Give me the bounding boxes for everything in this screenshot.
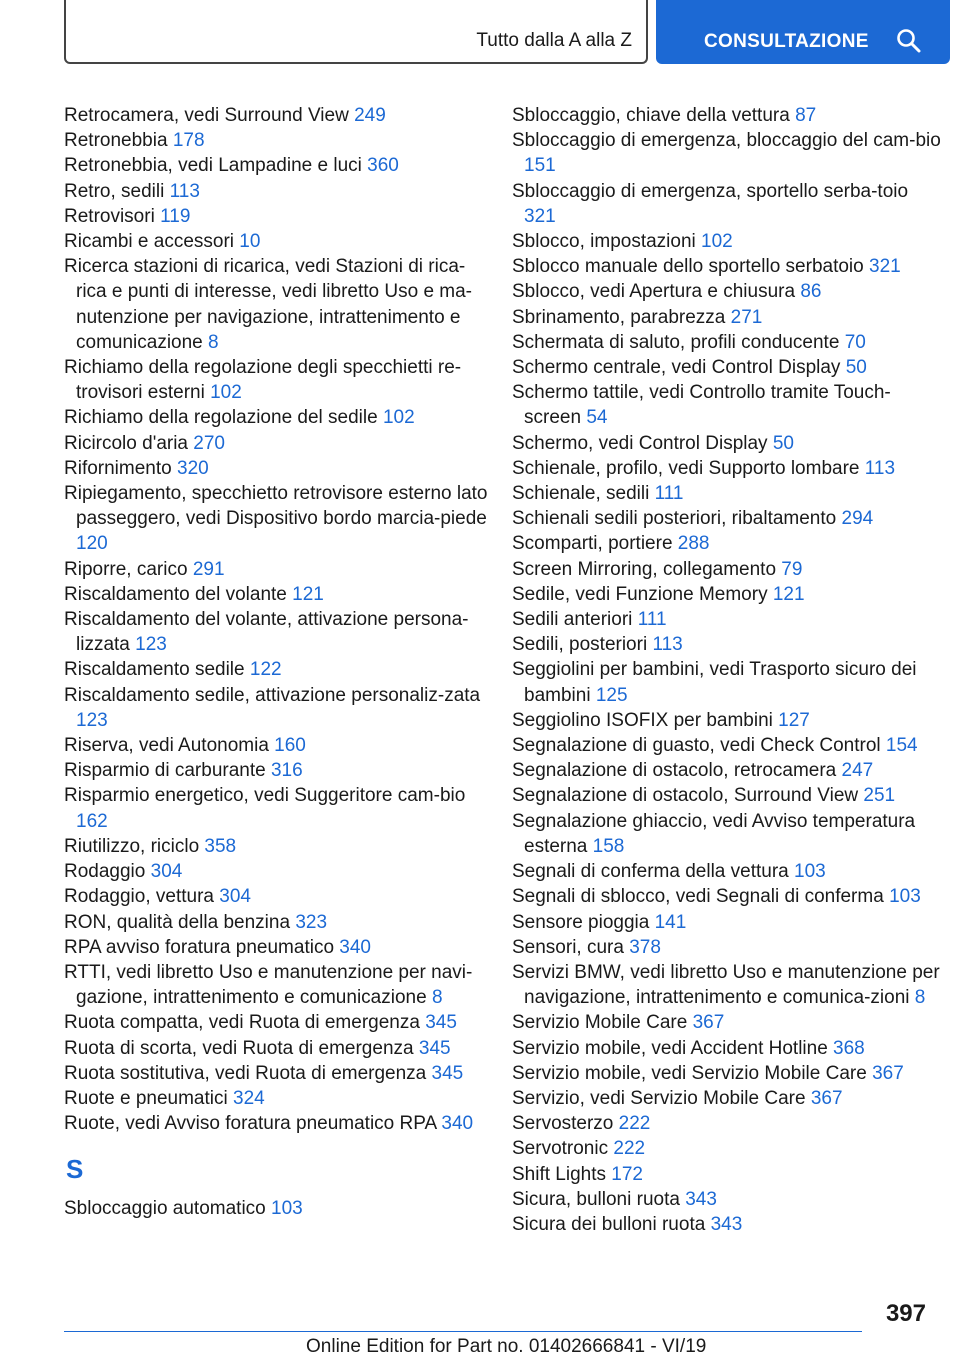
- entry-text: Seggiolini per bambini, vedi Trasporto sicuro dei bambini: [512, 659, 917, 706]
- entry-text: Sicura dei bulloni ruota: [512, 1213, 706, 1235]
- entry-page-link[interactable]: 288: [677, 533, 710, 555]
- entry-page-link[interactable]: 304: [219, 886, 251, 908]
- entry-page-link[interactable]: 102: [701, 231, 733, 253]
- entry-page-link[interactable]: 320: [177, 457, 209, 479]
- entry-text: Sbrinamento, parabrezza: [512, 306, 726, 328]
- index-entry: [64, 783, 494, 833]
- entry-text: Servotronic: [512, 1138, 609, 1160]
- entry-page-link[interactable]: 345: [418, 1037, 451, 1059]
- entry-text: Ricambi e accessori: [64, 231, 234, 253]
- entry-page-link[interactable]: 324: [233, 1087, 265, 1109]
- entry-text: Riporre, carico: [64, 558, 188, 580]
- index-entry: [64, 1086, 494, 1111]
- index-entry: [64, 179, 494, 204]
- entry-page-link[interactable]: 321: [869, 256, 901, 278]
- entry-text: Richiamo della regolazione del sedile: [64, 407, 378, 429]
- entry-page-link[interactable]: 222: [618, 1113, 651, 1135]
- entry-page-link[interactable]: 343: [685, 1188, 717, 1210]
- entry-text: Sbloccaggio di emergenza, bloccaggio del cam-bio: [512, 130, 941, 152]
- entry-page-link[interactable]: 8: [208, 331, 219, 353]
- index-entry: [512, 582, 942, 607]
- entry-page-link[interactable]: 54: [586, 407, 608, 429]
- index-entry: [64, 355, 494, 405]
- index-entry: [512, 1086, 942, 1111]
- index-entry: [64, 1196, 494, 1221]
- entry-page-link[interactable]: 154: [885, 735, 918, 757]
- index-entry: [512, 355, 942, 380]
- entry-text: Riutilizzo, riciclo: [64, 835, 200, 857]
- page-number: 397: [885, 1300, 926, 1327]
- search-icon[interactable]: [896, 28, 922, 54]
- index-entry: [512, 1162, 942, 1187]
- entry-page-link[interactable]: 323: [295, 911, 328, 933]
- index-entry: [64, 1061, 494, 1086]
- entry-text: Ripiegamento, specchietto retrovisore esterno lato passeggero, vedi Dispositivo bordo marcia-piede: [64, 483, 488, 530]
- index-entry: [512, 935, 942, 960]
- index-entry: [512, 632, 942, 657]
- entry-text: Schermata di saluto, profili conducente: [512, 331, 840, 353]
- index-entry: [512, 758, 942, 783]
- index-entry: [64, 935, 494, 960]
- entry-page-link[interactable]: 378: [629, 936, 661, 958]
- entry-page-link[interactable]: 70: [844, 331, 866, 353]
- entry-page-link[interactable]: 121: [292, 583, 324, 605]
- entry-text: Sensore pioggia: [512, 911, 650, 933]
- entry-text: Schermo tattile, vedi Controllo tramite Touch-screen: [512, 382, 891, 429]
- entry-page-link[interactable]: 50: [772, 432, 794, 454]
- entry-text: Ruote, vedi Avviso foratura pneumatico RPA: [64, 1113, 437, 1135]
- entry-text: Servosterzo: [512, 1113, 614, 1135]
- entry-page-link[interactable]: 160: [274, 735, 306, 757]
- entry-text: RTTI, vedi libretto Uso e manutenzione per navi-gazione, intrattenimento e comunicazione: [64, 961, 473, 1009]
- index-entry: [64, 834, 494, 859]
- index-entry: [64, 884, 494, 909]
- entry-text: Riscaldamento del volante, attivazione persona-lizzata: [64, 609, 469, 656]
- index-entry: [64, 481, 494, 557]
- entry-text: Servizio, vedi Servizio Mobile Care: [512, 1087, 806, 1109]
- entry-text: Schienale, sedili: [512, 483, 650, 505]
- footer-divider: [64, 1331, 862, 1332]
- entry-text: Segnali di sblocco, vedi Segnali di conferma: [512, 886, 884, 908]
- entry-text: Ruota compatta, vedi Ruota di emergenza: [64, 1012, 420, 1034]
- entry-page-link[interactable]: 270: [193, 432, 225, 454]
- index-entry: [512, 456, 942, 481]
- entry-page-link[interactable]: 103: [271, 1198, 303, 1220]
- index-entry: [64, 229, 494, 254]
- entry-text: Screen Mirroring, collegamento: [512, 558, 777, 580]
- entry-page-link[interactable]: 316: [270, 760, 303, 782]
- entry-page-link[interactable]: 343: [710, 1213, 743, 1235]
- index-entry: [64, 683, 494, 733]
- entry-page-link[interactable]: 103: [794, 861, 826, 883]
- index-entry: [512, 910, 942, 935]
- entry-text: Sedile, vedi Funzione Memory: [512, 583, 768, 605]
- entry-text: Sedili, posteriori: [512, 634, 648, 656]
- entry-text: Schienali sedili posteriori, ribaltamento: [512, 508, 837, 530]
- entry-page-link[interactable]: 294: [841, 508, 874, 530]
- entry-page-link[interactable]: 345: [425, 1012, 457, 1034]
- entry-text: Seggiolino ISOFIX per bambini: [512, 709, 773, 731]
- index-entry: [64, 960, 494, 1010]
- entry-text: Schienale, profilo, vedi Supporto lombare: [512, 457, 860, 479]
- entry-text: Sblocco, impostazioni: [512, 231, 696, 253]
- index-entry: [512, 305, 942, 330]
- entry-page-link[interactable]: 162: [76, 810, 108, 832]
- index-entry: [512, 1036, 942, 1061]
- entry-page-link[interactable]: 368: [833, 1037, 865, 1059]
- entry-text: Servizi BMW, vedi libretto Uso e manutenzione per navigazione, intrattenimento e comunica-zioni: [512, 961, 940, 1009]
- entry-text: RON, qualità della benzina: [64, 911, 291, 933]
- entry-page-link[interactable]: 8: [431, 987, 443, 1009]
- index-entry: [512, 557, 942, 582]
- entry-text: Schermo centrale, vedi Control Display: [512, 357, 841, 379]
- entry-text: Segnalazione di guasto, vedi Check Control: [512, 735, 881, 757]
- entry-page-link[interactable]: 251: [863, 785, 896, 807]
- entry-page-link[interactable]: 141: [654, 911, 687, 933]
- index-entry: [512, 859, 942, 884]
- index-entry: [512, 103, 942, 128]
- entry-text: Rodaggio, vettura: [64, 886, 214, 908]
- index-entry: [64, 582, 494, 607]
- entry-page-link[interactable]: 79: [781, 558, 803, 580]
- entry-page-link[interactable]: 111: [654, 483, 684, 505]
- index-column-left: [64, 103, 494, 1222]
- entry-text: Shift Lights: [512, 1163, 606, 1185]
- index-entry: [64, 607, 494, 657]
- entry-text: Retrocamera, vedi Surround View: [64, 105, 349, 126]
- entry-text: Servizio mobile, vedi Servizio Mobile Care: [512, 1062, 867, 1084]
- entry-text: Riscaldamento sedile: [64, 659, 245, 681]
- index-entry: [512, 229, 942, 254]
- index-entry: [64, 153, 494, 178]
- entry-text: Segnalazione ghiaccio, vedi Avviso temperatura esterna: [512, 810, 916, 857]
- entry-page-link[interactable]: 103: [889, 886, 921, 908]
- entry-page-link[interactable]: 113: [652, 634, 683, 656]
- entry-text: Sbloccaggio, chiave della vettura: [512, 105, 790, 126]
- entry-page-link[interactable]: 151: [524, 155, 556, 177]
- index-entry: [64, 557, 494, 582]
- entry-page-link[interactable]: 367: [810, 1087, 843, 1109]
- entry-page-link[interactable]: 291: [192, 558, 225, 580]
- index-entry: [512, 531, 942, 556]
- index-entry: [512, 128, 942, 178]
- header-section-box: [64, 0, 648, 64]
- index-entry: [512, 279, 942, 304]
- entry-page-link[interactable]: 367: [872, 1062, 904, 1084]
- entry-page-link[interactable]: 172: [611, 1163, 643, 1185]
- entry-page-link[interactable]: 113: [864, 457, 896, 479]
- entry-page-link[interactable]: 345: [431, 1062, 464, 1084]
- index-entry: [512, 708, 942, 733]
- index-entry: [512, 380, 942, 430]
- index-entry: [512, 1212, 942, 1237]
- entry-text: Ruote e pneumatici: [64, 1087, 228, 1109]
- entry-text: Sbloccaggio di emergenza, sportello serba-toio: [512, 180, 909, 202]
- entry-text: Sensori, cura: [512, 936, 624, 958]
- index-entry: [64, 758, 494, 783]
- index-entry: [512, 431, 942, 456]
- entry-page-link[interactable]: 340: [339, 936, 371, 958]
- index-entry: [64, 1111, 494, 1136]
- entry-page-link[interactable]: 158: [592, 835, 625, 857]
- entry-text: Retronebbia: [64, 130, 168, 152]
- index-entry: [512, 1136, 942, 1161]
- entry-text: Sedili anteriori: [512, 609, 633, 631]
- entry-page-link[interactable]: 367: [692, 1012, 725, 1034]
- index-entry: [512, 1010, 942, 1035]
- entry-text: Ruota sostitutiva, vedi Ruota di emergenza: [64, 1062, 427, 1084]
- index-entry: [512, 254, 942, 279]
- index-entry: [64, 254, 494, 355]
- entry-page-link[interactable]: 123: [135, 634, 167, 656]
- entry-page-link[interactable]: 113: [169, 180, 200, 202]
- entry-text: Retrovisori: [64, 205, 155, 227]
- entry-page-link[interactable]: 102: [210, 382, 242, 404]
- entry-page-link[interactable]: 127: [778, 709, 810, 731]
- entry-page-link[interactable]: 360: [367, 155, 399, 177]
- entry-text: Scomparti, portiere: [512, 533, 673, 555]
- index-entry: [512, 1061, 942, 1086]
- entry-page-link[interactable]: 123: [76, 709, 108, 731]
- index-entry: [512, 1187, 942, 1212]
- index-entry: [64, 657, 494, 682]
- entry-text: Sblocco, vedi Apertura e chiusura: [512, 281, 796, 303]
- entry-text: Servizio Mobile Care: [512, 1012, 688, 1034]
- entry-page-link[interactable]: 321: [524, 205, 556, 227]
- entry-text: Risparmio di carburante: [64, 760, 266, 782]
- entry-page-link[interactable]: 120: [76, 533, 108, 555]
- entry-text: Ricerca stazioni di ricarica, vedi Stazioni di rica-rica e punti di interesse, vedi libretto Uso e ma-nutenzione per navigazione, intrattenimento e comunicazione: [64, 256, 473, 353]
- entry-page-link[interactable]: 222: [613, 1138, 646, 1160]
- entry-text: Segnali di conferma della vettura: [512, 861, 789, 883]
- entry-text: Sbloccaggio automatico: [64, 1198, 266, 1220]
- footer-edition-text: Online Edition for Part no. 01402666841 - VI/19: [306, 1336, 707, 1357]
- index-entry: [512, 733, 942, 758]
- index-entry: [512, 481, 942, 506]
- index-column-right: [512, 103, 942, 1237]
- entry-text: Ruota di scorta, vedi Ruota di emergenza: [64, 1037, 414, 1059]
- entry-text: Riserva, vedi Autonomia: [64, 735, 269, 757]
- index-entry: [64, 1010, 494, 1035]
- entry-text: RPA avviso foratura pneumatico: [64, 936, 335, 958]
- entry-page-link[interactable]: 271: [730, 306, 763, 328]
- index-entry: [512, 783, 942, 808]
- index-entry: [64, 204, 494, 229]
- index-entry: [512, 657, 942, 707]
- entry-page-link[interactable]: 249: [354, 105, 386, 126]
- section-title: Tutto dalla A alla Z: [476, 30, 632, 51]
- entry-page-link[interactable]: 50: [845, 357, 867, 379]
- index-entry: [64, 1036, 494, 1061]
- index-entry: [512, 506, 942, 531]
- section-letter: S: [66, 1154, 84, 1185]
- entry-text: Schermo, vedi Control Display: [512, 432, 768, 454]
- index-entry: [512, 179, 942, 229]
- entry-text: Rifornimento: [64, 457, 172, 479]
- entry-text: Risparmio energetico, vedi Suggeritore cam-bio: [64, 785, 466, 807]
- entry-text: Riscaldamento sedile, attivazione personaliz-zata: [64, 684, 481, 706]
- entry-page-link[interactable]: 119: [160, 205, 191, 227]
- entry-page-link[interactable]: 358: [204, 835, 237, 857]
- entry-text: Sblocco manuale dello sportello serbatoio: [512, 256, 864, 278]
- entry-text: Sicura, bulloni ruota: [512, 1188, 680, 1210]
- entry-page-link[interactable]: 87: [795, 105, 817, 126]
- index-entry: [512, 607, 942, 632]
- entry-text: Segnalazione di ostacolo, Surround View: [512, 785, 859, 807]
- entry-page-link[interactable]: 304: [150, 861, 183, 883]
- index-entry: [64, 733, 494, 758]
- index-entry: [64, 128, 494, 153]
- entry-page-link[interactable]: 86: [800, 281, 822, 303]
- index-entry: [64, 431, 494, 456]
- index-entry: [64, 859, 494, 884]
- consultazione-tab[interactable]: [656, 0, 950, 64]
- index-entry: [64, 456, 494, 481]
- entry-page-link[interactable]: 8: [914, 987, 926, 1009]
- entry-text: Richiamo della regolazione degli specchietti re-trovisori esterni: [64, 357, 462, 404]
- entry-page-link[interactable]: 247: [841, 760, 874, 782]
- entry-text: Riscaldamento del volante: [64, 583, 287, 605]
- entry-page-link[interactable]: 111: [637, 609, 667, 631]
- entry-page-link[interactable]: 125: [595, 684, 628, 706]
- entry-page-link[interactable]: 340: [441, 1113, 474, 1135]
- entry-text: Rodaggio: [64, 861, 146, 883]
- entry-page-link[interactable]: 121: [772, 583, 805, 605]
- entry-page-link[interactable]: 10: [239, 231, 261, 253]
- tab-label: CONSULTAZIONE: [704, 31, 869, 52]
- entry-text: Retronebbia, vedi Lampadine e luci: [64, 155, 362, 177]
- entry-page-link[interactable]: 122: [249, 659, 282, 681]
- entry-page-link[interactable]: 102: [382, 407, 415, 429]
- entry-text: Segnalazione di ostacolo, retrocamera: [512, 760, 837, 782]
- entry-text: Retro, sedili: [64, 180, 165, 202]
- entry-text: Servizio mobile, vedi Accident Hotline: [512, 1037, 828, 1059]
- index-entry: [512, 330, 942, 355]
- entry-page-link[interactable]: 178: [172, 130, 205, 152]
- index-entry: [512, 1111, 942, 1136]
- entry-text: Ricircolo d'aria: [64, 432, 189, 454]
- index-entry: [64, 405, 494, 430]
- index-entry: [512, 960, 942, 1010]
- index-entry: [512, 884, 942, 909]
- index-entry: [64, 910, 494, 935]
- index-entry: [64, 103, 494, 128]
- index-entry: [512, 809, 942, 859]
